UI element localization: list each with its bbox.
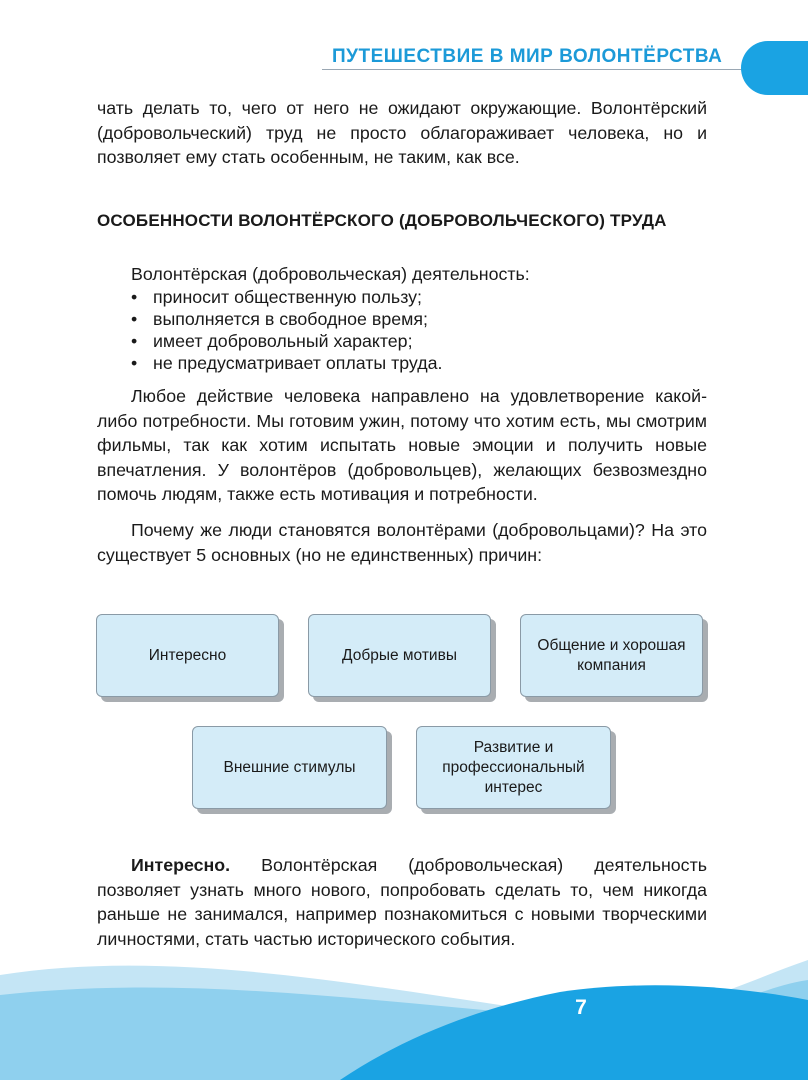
reason-box-communication: Общение и хорошая компания bbox=[520, 614, 703, 697]
list-item: • имеет добровольный характер; bbox=[131, 330, 442, 352]
final-paragraph-text: Волонтёрская (добровольческая) деятельность позволяет узнать много нового, попробовать сделать то, чем никогда раньше не занимался, например познакомиться с новыми творческими личностями, стать частью исторического события. bbox=[97, 855, 707, 949]
reason-box-interesting: Интересно bbox=[96, 614, 279, 697]
list-item: • приносит общественную пользу; bbox=[131, 286, 442, 308]
features-list bbox=[131, 286, 442, 374]
final-paragraph-lead: Интересно. bbox=[131, 855, 231, 875]
running-header-title: ПУТЕШЕСТВИЕ В МИР ВОЛОНТЁРСТВА bbox=[332, 46, 723, 67]
header-tab-decoration bbox=[741, 41, 808, 95]
intro-paragraph: чать делать то, чего от него не ожидают окружающие. Волонтёрский (добровольческий) труд не просто облагораживает человека, но и позволяет ему стать особенным, не таким, как все. bbox=[97, 98, 707, 168]
footer-wave-decoration bbox=[0, 930, 808, 1080]
motivation-paragraph: Любое действие человека направлено на удовлетворение какой-либо потребности. Мы готовим ужин, потому что хотим есть, мы смотрим фильмы, так как хотим испытать новые эмоции и получить новые впечатления. У волонтёров (добровольцев), желающих безвозмездно помочь людям, также есть мотивация и потребности. bbox=[97, 386, 707, 505]
list-item: • выполняется в свободное время; bbox=[131, 308, 442, 330]
header-rule bbox=[322, 69, 750, 70]
reason-box-development: Развитие и профессиональный интерес bbox=[416, 726, 611, 809]
reason-box-external-incentives: Внешние стимулы bbox=[192, 726, 387, 809]
section-lead: Волонтёрская (добровольческая) деятельность: bbox=[131, 264, 530, 284]
page-number: 7 bbox=[575, 996, 587, 1019]
list-item: • не предусматривает оплаты труда. bbox=[131, 352, 442, 374]
section-heading: ОСОБЕННОСТИ ВОЛОНТЁРСКОГО (ДОБРОВОЛЬЧЕСКОГО) ТРУДА bbox=[97, 211, 667, 230]
reasons-paragraph: Почему же люди становятся волонтёрами (добровольцами)? На это существует 5 основных (но не единственных) причин: bbox=[97, 520, 707, 565]
reason-box-good-motives: Добрые мотивы bbox=[308, 614, 491, 697]
